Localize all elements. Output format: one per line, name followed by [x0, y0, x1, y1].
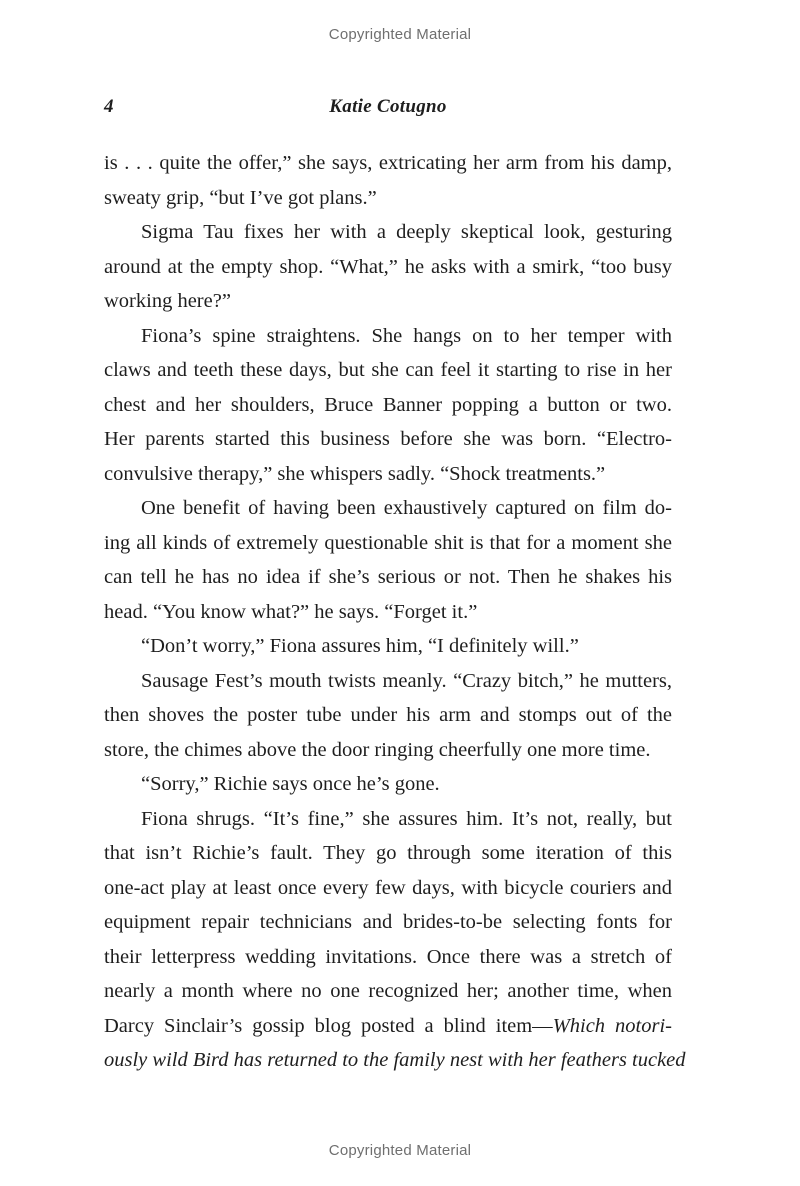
text-line: “Don’t worry,” Fiona assures him, “I definitely will.” — [141, 635, 579, 657]
text-line: Fiona’s spine straightens. She hangs on to her temper with — [141, 324, 672, 347]
text-line: “Sorry,” Richie says once he’s gone. — [141, 773, 440, 795]
text-line-italic — [104, 1043, 686, 1078]
body-text — [104, 146, 686, 1078]
text-line: Sausage Fest’s mouth twists meanly. “Crazy bitch,” he mutters, — [141, 669, 672, 692]
text-line: around at the empty shop. “What,” he asks with a smirk, “too busy — [104, 255, 672, 278]
italic-fragment: ously wild Bird has returned to the family nest with her feathers tucked — [104, 1049, 686, 1071]
text-line: ing all kinds of extremely questionable shit is that for a moment she — [104, 531, 672, 554]
text-line: can tell he has no idea if she’s serious or not. Then he shakes his — [104, 566, 672, 588]
text-line: then shoves the poster tube under his arm and stomps out of the — [104, 704, 672, 726]
copyright-watermark-bottom: Copyrighted Material — [328, 1142, 472, 1159]
text-line: Sigma Tau fixes her with a deeply skeptical look, gesturing — [141, 221, 672, 243]
text-line: that isn’t Richie’s fault. They go through some iteration of this — [104, 842, 672, 864]
text-line: store, the chimes above the door ringing cheerfully one more time. — [104, 738, 651, 761]
text-line: one-act play at least once every few days, with bicycle couriers and — [104, 876, 672, 899]
copyright-watermark-top: Copyrighted Material — [328, 26, 472, 43]
page-number: 4 — [104, 96, 114, 117]
text-line: Fiona shrugs. “It’s fine,” she assures him. It’s not, really, but — [141, 807, 672, 830]
text-line: equipment repair technicians and brides-to-be selecting fonts for — [104, 911, 672, 933]
italic-fragment: Which notori- — [552, 1014, 672, 1037]
text-fragment: Darcy Sinclair’s gossip blog posted a blind item— — [104, 1014, 553, 1037]
text-line-with-italic — [104, 1009, 672, 1044]
text-line: claws and teeth these days, but she can feel it starting to rise in her — [104, 359, 672, 381]
text-line: is . . . quite the offer,” she says, extricating her arm from his damp, — [104, 152, 672, 174]
author-name: Katie Cotugno — [329, 96, 447, 117]
text-line: nearly a month where no one recognized her; another time, when — [104, 980, 672, 1002]
text-line: One benefit of having been exhaustively captured on film do- — [141, 497, 672, 519]
text-line: sweaty grip, “but I’ve got plans.” — [104, 186, 377, 209]
text-line: Her parents started this business before she was born. “Electro- — [104, 428, 672, 450]
text-line: convulsive therapy,” she whispers sadly. “Shock treatments.” — [104, 462, 606, 485]
text-line: their letterpress wedding invitations. Once there was a stretch of — [104, 945, 672, 968]
text-line: head. “You know what?” he says. “Forget it.” — [104, 600, 478, 623]
running-head — [104, 96, 672, 122]
text-line: chest and her shoulders, Bruce Banner popping a button or two. — [104, 393, 672, 416]
text-line: working here?” — [104, 290, 231, 312]
